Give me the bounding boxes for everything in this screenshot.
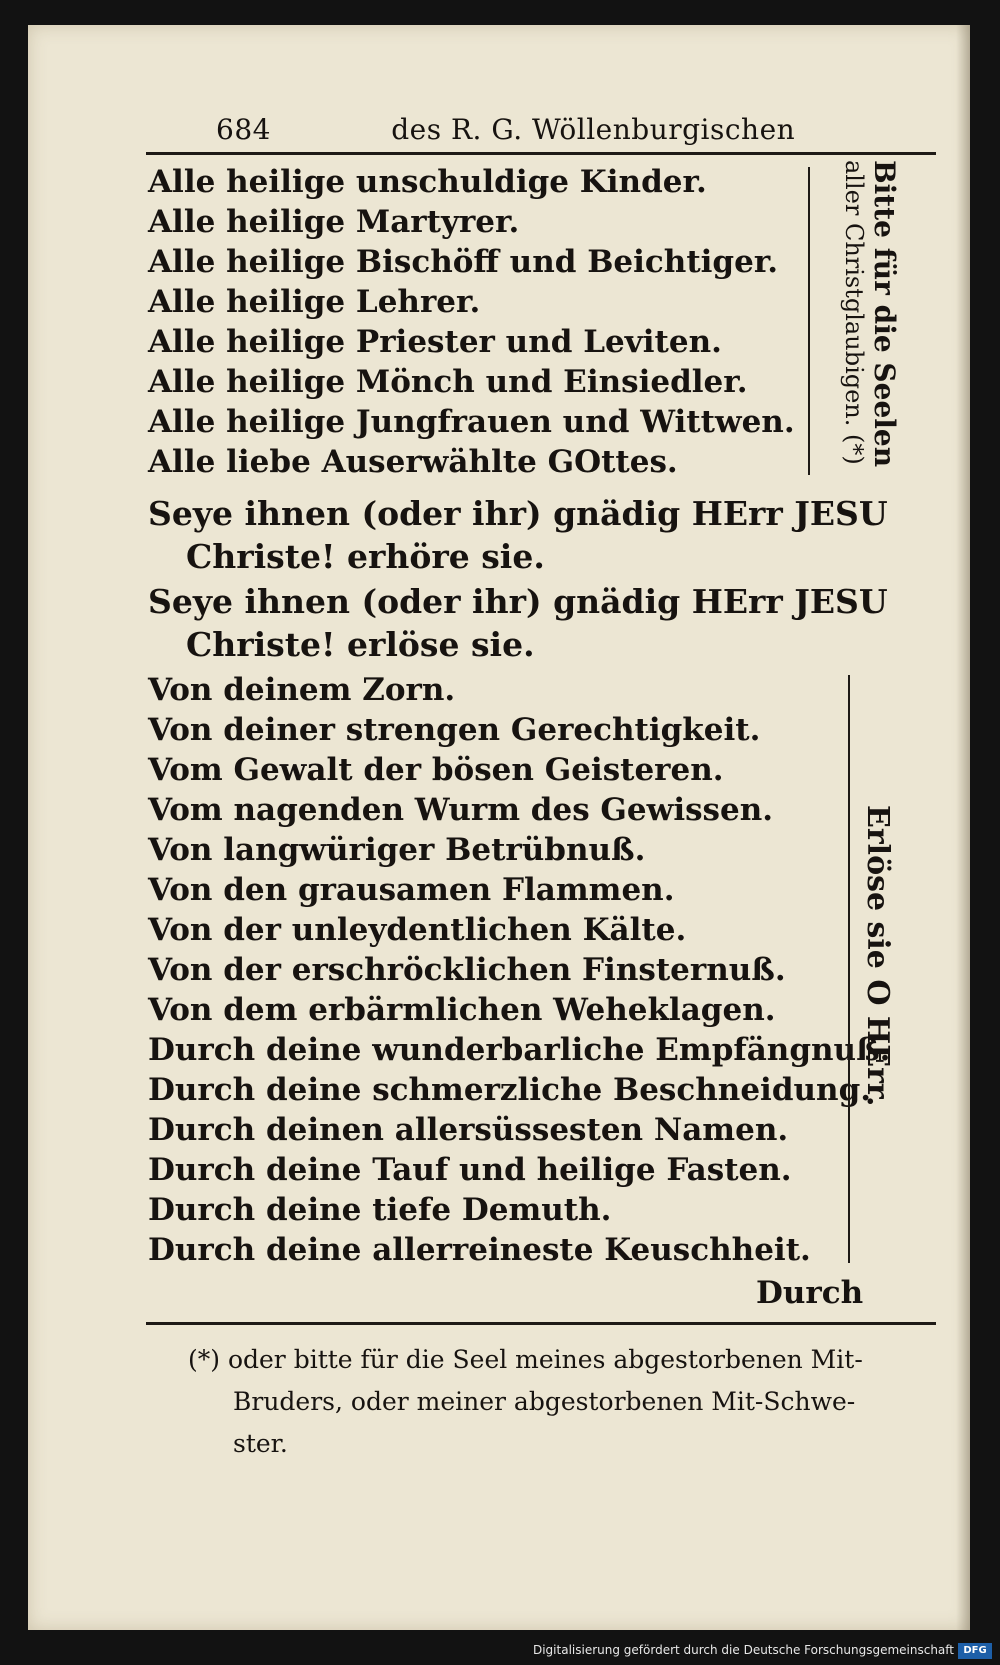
litany-line: Durch deine allerreineste Keuschheit.	[148, 1232, 811, 1268]
litany-line: Durch deine tiefe Demuth.	[148, 1192, 612, 1228]
litany-line: Von dem erbärmlichen Weheklagen.	[148, 992, 776, 1028]
litany-line: Von den grausamen Flammen.	[148, 872, 675, 908]
page-number: 684	[216, 113, 271, 146]
response-line: Christe! erlöse sie.	[186, 625, 535, 664]
litany-line: Alle heilige Mönch und Einsiedler.	[148, 364, 748, 400]
response-line: Seye ihnen (oder ihr) gnädig HErr JESU	[148, 582, 888, 621]
catchword: Durch	[756, 1275, 864, 1311]
litany-line: Von deiner strengen Gerechtigkeit.	[148, 712, 761, 748]
litany-line: Durch deine Tauf und heilige Fasten.	[148, 1152, 792, 1188]
footnote-rule	[146, 1322, 936, 1325]
litany-line: Vom Gewalt der bösen Geisteren.	[148, 752, 724, 788]
header-rule	[146, 152, 936, 155]
litany-line: Alle heilige Priester und Leviten.	[148, 324, 722, 360]
footer-credit: Digitalisierung gefördert durch die Deutsche Forschungsgemeinschaft	[532, 1643, 954, 1657]
litany-line: Alle heilige unschuldige Kinder.	[148, 164, 707, 200]
running-title: des R. G. Wöllenburgischen	[391, 113, 796, 146]
litany-line: Alle heilige Jungfrauen und Wittwen.	[148, 404, 795, 440]
footer-bar	[0, 1630, 1000, 1665]
litany-line: Von der erschröcklichen Finsternuß.	[148, 952, 786, 988]
litany-line: Durch deinen allersüssesten Namen.	[148, 1112, 789, 1148]
litany-line: Alle liebe Auserwählte GOttes.	[148, 444, 678, 480]
book-page	[28, 25, 970, 1630]
footnote-line: (*) oder bitte für die Seel meines abgestorbenen Mit-	[188, 1345, 863, 1374]
litany-line: Durch deine wunderbarliche Empfängnuß.	[148, 1032, 891, 1068]
response-line: Seye ihnen (oder ihr) gnädig HErr JESU	[148, 494, 888, 533]
side-label-deliverance: Erlöse sie O HErr.	[860, 805, 895, 1107]
response-line: Christe! erhöre sie.	[186, 537, 545, 576]
footnote-line: ster.	[233, 1429, 288, 1458]
litany-line: Von langwüriger Betrübnuß.	[148, 832, 646, 868]
page-header	[216, 113, 795, 146]
litany-line: Alle heilige Bischöff und Beichtiger.	[148, 244, 779, 280]
litany-line: Durch deine schmerzliche Beschneidung.	[148, 1072, 872, 1108]
litany-line: Von deinem Zorn.	[148, 672, 456, 708]
litany-line: Von der unleydentlichen Kälte.	[148, 912, 687, 948]
dfg-logo-icon: DFG	[958, 1643, 992, 1659]
footnote-line: Bruders, oder meiner abgestorbenen Mit-Schwe-	[233, 1387, 856, 1416]
litany-line: Alle heilige Lehrer.	[148, 284, 481, 320]
side-label-line: aller Christglaubigen. (*)	[840, 160, 868, 465]
side-label-line: Bitte für die Seelen	[868, 160, 901, 468]
brace-saints	[800, 167, 810, 475]
litany-line: Alle heilige Martyrer.	[148, 204, 520, 240]
side-label-prayer	[840, 160, 901, 480]
litany-line: Vom nagenden Wurm des Gewissen.	[148, 792, 774, 828]
brace-deliverance	[840, 675, 850, 1263]
